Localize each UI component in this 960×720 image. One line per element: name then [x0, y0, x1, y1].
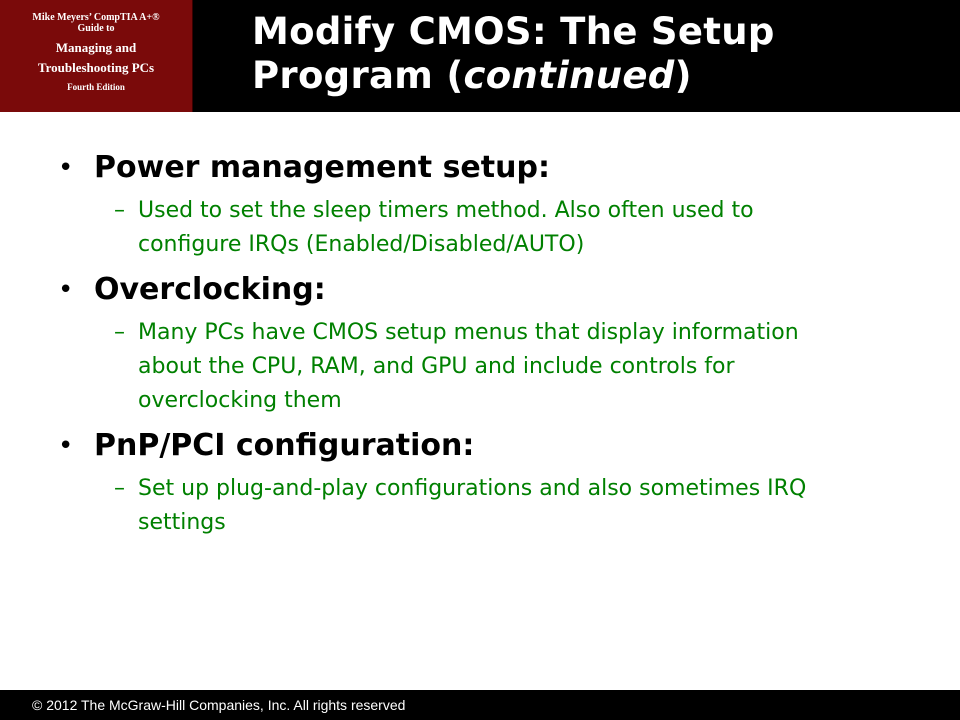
sub-bullet-overclocking	[58, 316, 858, 418]
book-line-3: Managing and	[55, 40, 137, 55]
slide-title	[252, 10, 952, 98]
slide-header	[0, 0, 960, 112]
sub-bullet-power-management	[58, 194, 858, 262]
bullet-heading: PnP/PCI configuration:	[94, 428, 475, 463]
bullet-power-management	[58, 148, 938, 188]
bullet-pnp-pci	[58, 426, 938, 466]
sub-bullet-pnp-pci	[58, 472, 858, 540]
sub-bullet-dash: –	[114, 476, 125, 501]
slide-title-post: )	[674, 54, 692, 97]
slide-title-emphasis: continued	[463, 54, 675, 97]
bullet-dot: •	[58, 275, 74, 305]
book-title-badge	[0, 0, 193, 112]
sub-bullet-dash: –	[114, 320, 125, 345]
bullet-overclocking	[58, 270, 938, 310]
sub-bullet-text: Set up plug-and-play configurations and also sometimes IRQ settings	[138, 476, 807, 535]
book-line-4: Troubleshooting PCs	[37, 60, 155, 75]
sub-bullet-text: Many PCs have CMOS setup menus that display information about the CPU, RAM, and GPU and include controls for overclocking them	[138, 320, 799, 413]
bullet-dot: •	[58, 431, 74, 461]
bullet-heading: Power management setup:	[94, 150, 550, 185]
book-line-2: Guide to	[77, 23, 115, 34]
slide-footer	[0, 690, 960, 720]
sub-bullet-text: Used to set the sleep timers method. Also often used to configure IRQs (Enabled/Disabled/AUTO)	[138, 198, 754, 257]
slide-title-line-2	[252, 54, 952, 98]
slide-content	[58, 148, 938, 548]
slide-title-pre: Program (	[252, 54, 464, 97]
book-edition: Fourth Edition	[67, 82, 125, 92]
bullet-heading: Overclocking:	[94, 272, 326, 307]
slide-title-line-1: Modify CMOS: The Setup	[252, 10, 775, 53]
sub-bullet-dash: –	[114, 198, 125, 223]
book-line-1: Mike Meyers’ CompTIA A+®	[32, 12, 160, 23]
copyright-notice: © 2012 The McGraw-Hill Companies, Inc. All rights reserved	[32, 697, 406, 713]
bullet-dot: •	[58, 153, 74, 183]
